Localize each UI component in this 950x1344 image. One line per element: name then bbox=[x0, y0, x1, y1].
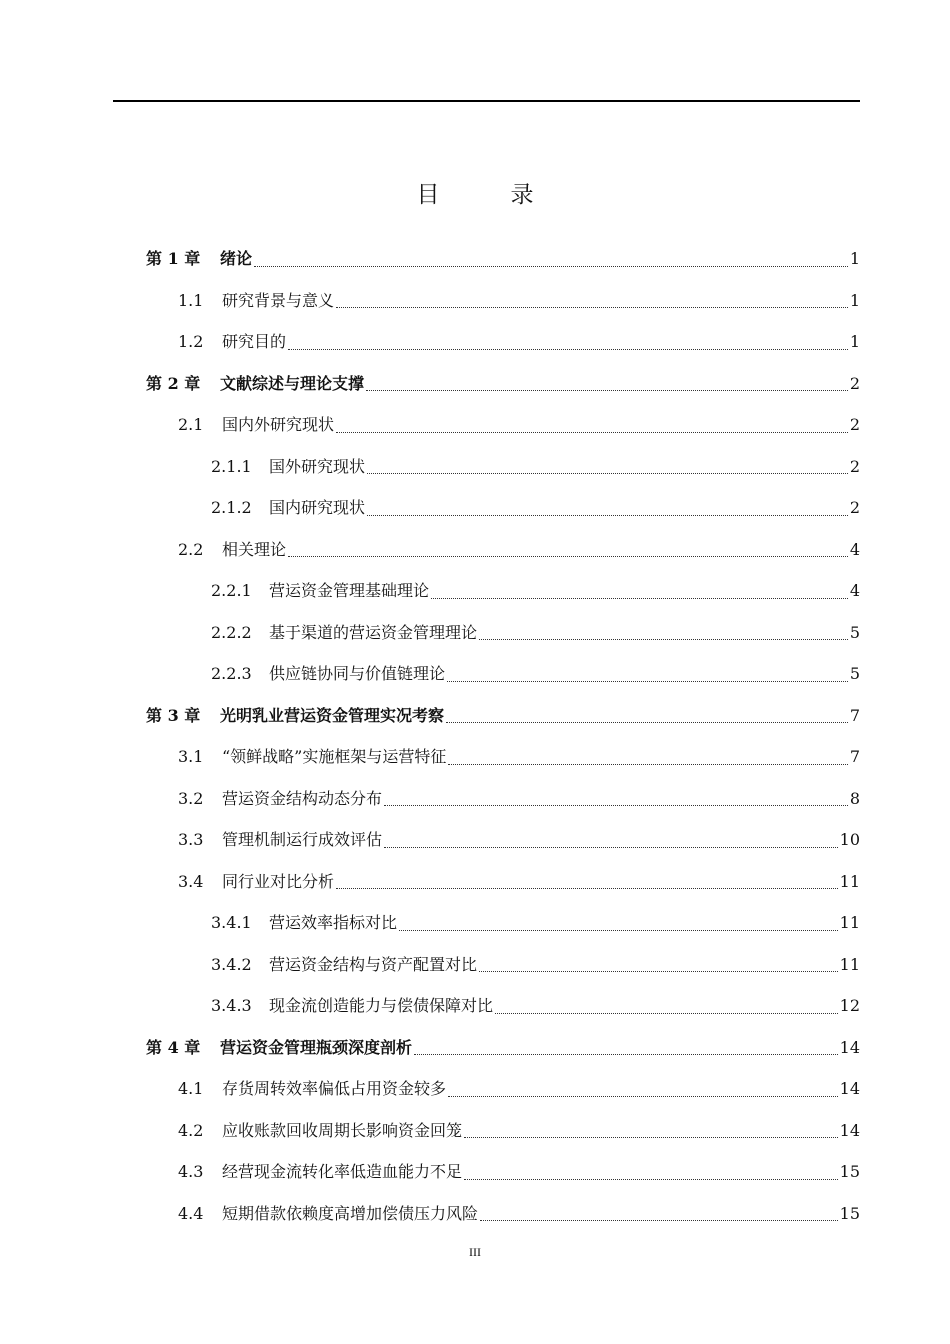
toc-entry-title: 营运资金管理瓶颈深度剖析 bbox=[220, 1037, 413, 1057]
toc-dot-leader bbox=[495, 1013, 838, 1014]
toc-entry-title: 国外研究现状 bbox=[269, 456, 366, 476]
toc-entry-page: 10 bbox=[839, 830, 860, 849]
toc-entry[interactable] bbox=[178, 1068, 860, 1110]
toc-entry-title: 基于渠道的营运资金管理理论 bbox=[269, 622, 478, 642]
toc-entry[interactable] bbox=[146, 695, 860, 737]
toc-dot-leader bbox=[446, 722, 848, 723]
toc-dot-leader bbox=[366, 390, 848, 391]
toc-dot-leader bbox=[288, 349, 848, 350]
toc-entry-title: 营运效率指标对比 bbox=[269, 913, 398, 932]
toc-entry-title: 光明乳业营运资金管理实况考察 bbox=[220, 705, 445, 725]
toc-dot-leader bbox=[367, 515, 848, 516]
toc-entry-title: 研究目的 bbox=[222, 332, 287, 351]
toc-dot-leader bbox=[448, 1096, 838, 1097]
toc-entry[interactable] bbox=[178, 1110, 860, 1152]
toc-dot-leader bbox=[384, 805, 848, 806]
toc-entry[interactable] bbox=[211, 487, 860, 529]
toc-entry-title: 国内研究现状 bbox=[269, 498, 366, 517]
toc-entry-page: 11 bbox=[839, 871, 860, 891]
toc-dot-leader bbox=[336, 307, 848, 308]
toc-entry[interactable] bbox=[146, 238, 860, 280]
toc-entry-number: 2.2.2 bbox=[211, 622, 252, 642]
toc-entry-title: 国内外研究现状 bbox=[222, 415, 335, 434]
toc-entry-title: 经营现金流转化率低造血能力不足 bbox=[222, 1162, 463, 1181]
toc-entry-page: 15 bbox=[839, 1162, 860, 1181]
toc-entry-number: 2.1.2 bbox=[211, 498, 252, 517]
toc-entry[interactable] bbox=[178, 529, 860, 571]
toc-entry-number: 2.1 bbox=[178, 415, 204, 434]
toc-entry-number: 3.4 bbox=[178, 871, 204, 891]
toc-entry-page: 11 bbox=[839, 913, 860, 932]
toc-entry[interactable] bbox=[178, 819, 860, 861]
toc-entry-number: 1.2 bbox=[178, 332, 204, 351]
toc-entry-title: 营运资金结构与资产配置对比 bbox=[269, 954, 478, 974]
toc-entry-page: 14 bbox=[839, 1037, 860, 1057]
toc-entry-number: 4.3 bbox=[178, 1162, 204, 1181]
toc-entry-page: 14 bbox=[839, 1079, 860, 1098]
toc-dot-leader bbox=[367, 473, 848, 474]
toc-entry-number: 2.2 bbox=[178, 539, 204, 559]
toc-dot-leader bbox=[414, 1054, 838, 1055]
header-rule bbox=[113, 100, 860, 102]
toc-dot-leader bbox=[336, 432, 848, 433]
toc-entry-number: 4.2 bbox=[178, 1120, 204, 1140]
toc-entry-number: 3.2 bbox=[178, 788, 204, 808]
toc-entry[interactable] bbox=[178, 1193, 860, 1235]
toc-entry-page: 5 bbox=[849, 622, 860, 642]
toc-entry-number: 4.1 bbox=[178, 1079, 204, 1098]
toc-dot-leader bbox=[431, 598, 848, 599]
toc-entry-title: 供应链协同与价值链理论 bbox=[269, 664, 446, 683]
toc-entry[interactable] bbox=[178, 404, 860, 446]
toc-dot-leader bbox=[288, 556, 848, 557]
toc-entry-title: 应收账款回收周期长影响资金回笼 bbox=[222, 1120, 463, 1140]
toc-entry-number: 3.4.3 bbox=[211, 996, 252, 1015]
toc-entry[interactable] bbox=[211, 944, 860, 986]
toc-title: 目 录 bbox=[416, 182, 558, 208]
toc-entry[interactable] bbox=[178, 736, 860, 778]
toc-entry-page: 12 bbox=[839, 996, 860, 1015]
toc-entry-number: 3.1 bbox=[178, 747, 204, 766]
toc-entry[interactable] bbox=[178, 861, 860, 903]
toc-entry-number: 1.1 bbox=[178, 290, 204, 310]
toc-entry-number: 3.4.1 bbox=[211, 913, 252, 932]
toc-entry-page: 2 bbox=[849, 415, 860, 434]
toc-dot-leader bbox=[479, 971, 838, 972]
toc-entry-title: 文献综述与理论支撑 bbox=[220, 373, 365, 393]
toc-entry-page: 1 bbox=[849, 249, 860, 268]
toc-entry-number: 2.2.3 bbox=[211, 664, 252, 683]
toc-entry-title: 同行业对比分析 bbox=[222, 871, 335, 891]
toc-entry-page: 2 bbox=[849, 498, 860, 517]
toc-entry-page: 14 bbox=[839, 1120, 860, 1140]
toc-entry-number: 4.4 bbox=[178, 1203, 204, 1223]
toc-entry[interactable] bbox=[178, 321, 860, 363]
toc-entry[interactable] bbox=[211, 446, 860, 488]
toc-entry-title: 短期借款依赖度高增加偿债压力风险 bbox=[222, 1203, 479, 1223]
toc-entry-number: 3.3 bbox=[178, 830, 204, 849]
toc-dot-leader bbox=[254, 266, 848, 267]
toc-entry[interactable] bbox=[211, 902, 860, 944]
toc-entry[interactable] bbox=[211, 570, 860, 612]
toc-entry-title: 现金流创造能力与偿债保障对比 bbox=[269, 996, 494, 1015]
toc-entry-title: 存货周转效率偏低占用资金较多 bbox=[222, 1079, 447, 1098]
toc-entry[interactable] bbox=[178, 1151, 860, 1193]
toc-entry-number: 第 3 章 bbox=[146, 705, 201, 725]
toc-entry-page: 4 bbox=[849, 539, 860, 559]
toc-entry[interactable] bbox=[146, 1027, 860, 1069]
toc-entry[interactable] bbox=[146, 363, 860, 405]
toc-entry-page: 11 bbox=[839, 954, 860, 974]
toc-entry-page: 5 bbox=[849, 664, 860, 683]
toc-entry[interactable] bbox=[211, 985, 860, 1027]
toc-entry-number: 3.4.2 bbox=[211, 954, 252, 974]
toc-entry-title: 管理机制运行成效评估 bbox=[222, 830, 383, 849]
toc-entry-title: 营运资金管理基础理论 bbox=[269, 581, 430, 600]
toc-entry-page: 7 bbox=[849, 705, 860, 725]
toc-entry-title: 营运资金结构动态分布 bbox=[222, 788, 383, 808]
toc-dot-leader bbox=[479, 639, 848, 640]
toc-entry-number: 2.1.1 bbox=[211, 456, 252, 476]
toc-entry-title: “领鲜战略”实施框架与运营特征 bbox=[222, 747, 447, 766]
toc-dot-leader bbox=[448, 764, 847, 765]
toc-dot-leader bbox=[384, 847, 838, 848]
toc-entry-page: 15 bbox=[839, 1203, 860, 1223]
toc-dot-leader bbox=[464, 1179, 838, 1180]
toc-entry-page: 2 bbox=[849, 456, 860, 476]
toc-entry-title: 研究背景与意义 bbox=[222, 290, 335, 310]
toc-entry-page: 8 bbox=[849, 788, 860, 808]
toc-entry-page: 1 bbox=[849, 290, 860, 310]
toc-entry-number: 第 2 章 bbox=[146, 373, 201, 393]
toc-dot-leader bbox=[399, 930, 838, 931]
page-number: III bbox=[469, 1245, 481, 1259]
toc-entry-page: 7 bbox=[849, 747, 860, 766]
toc-dot-leader bbox=[480, 1220, 838, 1221]
toc-entry-title: 绪论 bbox=[220, 249, 253, 268]
toc-entry[interactable] bbox=[178, 280, 860, 322]
toc-entry[interactable] bbox=[178, 778, 860, 820]
toc-entry-title: 相关理论 bbox=[222, 539, 287, 559]
toc-entry-number: 第 4 章 bbox=[146, 1037, 201, 1057]
toc-entry[interactable] bbox=[211, 653, 860, 695]
toc-entry-page: 4 bbox=[849, 581, 860, 600]
toc-entry-number: 2.2.1 bbox=[211, 581, 252, 600]
toc-entry[interactable] bbox=[211, 612, 860, 654]
toc-entry-number: 第 1 章 bbox=[146, 249, 201, 268]
toc-entry-page: 1 bbox=[849, 332, 860, 351]
toc-dot-leader bbox=[464, 1137, 838, 1138]
toc-dot-leader bbox=[447, 681, 848, 682]
toc-entry-page: 2 bbox=[849, 373, 860, 393]
toc-dot-leader bbox=[336, 888, 838, 889]
